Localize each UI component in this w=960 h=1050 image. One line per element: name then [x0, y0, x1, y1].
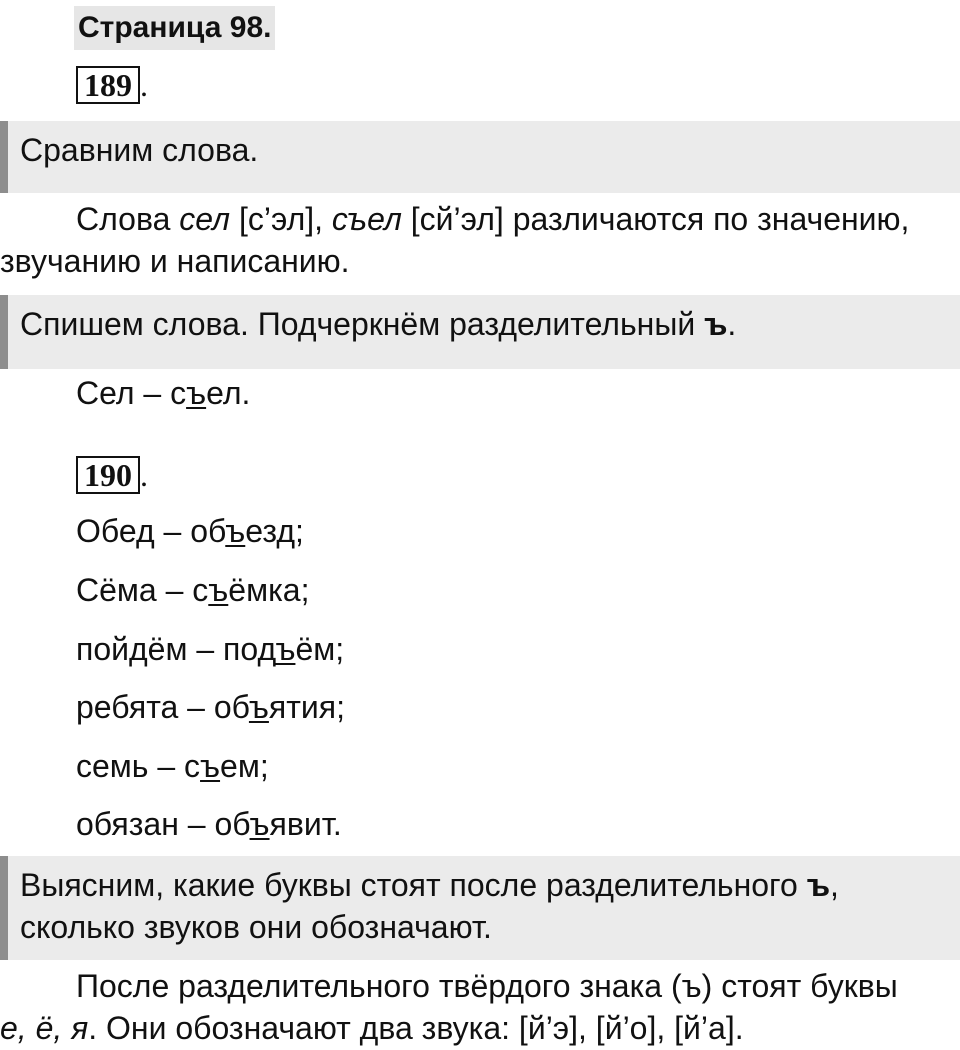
answer-find-letters [0, 965, 960, 1049]
answer-text: . Они обозначают два звука: [й’э], [й’о], [й’а]. [88, 1010, 744, 1047]
instruction-find-letters [0, 856, 960, 960]
underlined-hard-sign: ъ [248, 689, 269, 725]
word-part: езд; [245, 513, 304, 549]
underlined-hard-sign: ъ [186, 375, 207, 411]
task-number-box: 190 [76, 456, 140, 494]
page-title: Страница 98. [74, 6, 275, 50]
task-number-box: 189 [76, 66, 140, 104]
word-pair-2 [76, 569, 309, 611]
word-pair-1 [76, 510, 304, 552]
word-part: явит. [269, 806, 342, 842]
answer-word-pair [76, 372, 250, 414]
word-part: ребята – об [76, 689, 249, 725]
word-part: обязан – об [76, 806, 250, 842]
instruction-compare-words [0, 121, 960, 193]
task-number-dot: . [140, 67, 148, 103]
hard-sign-letter: ъ [806, 867, 831, 903]
instruction-text: сколько звуков они обозначают. [20, 909, 492, 946]
word-part: ём; [295, 631, 345, 667]
answer-text: [с’эл], [230, 201, 332, 237]
word-part: пойдём – под [76, 631, 276, 667]
word-part: Сел – с [76, 375, 187, 411]
instruction-text: Спишем слова. Подчеркнём разделительный [20, 306, 705, 342]
word-part: ёмка; [228, 572, 310, 608]
word-part: ем; [220, 748, 269, 784]
underlined-hard-sign: ъ [249, 806, 270, 842]
italic-letters: е, ё, я [0, 1010, 89, 1047]
italic-word: сел [179, 201, 231, 237]
answer-text: звучанию и написанию. [0, 243, 350, 280]
word-pair-6 [76, 803, 342, 845]
hard-sign-letter: ъ [704, 306, 728, 342]
answer-text: После разделительного твёрдого знака (ъ) стоят буквы [76, 968, 898, 1004]
instruction-copy-words [0, 295, 960, 369]
word-pair-4 [76, 686, 345, 728]
instruction-punct: . [727, 306, 737, 342]
task-number-189 [76, 66, 148, 104]
word-pair-3 [76, 628, 344, 670]
answer-compare-words [0, 198, 960, 282]
word-part: ятия; [268, 689, 345, 725]
italic-word: съел [331, 201, 402, 237]
answer-text: [сй’эл] различаются по значению, [401, 201, 910, 237]
answer-text: Слова [76, 201, 180, 237]
underlined-hard-sign: ъ [208, 572, 229, 608]
underlined-hard-sign: ъ [225, 513, 246, 549]
task-number-dot: . [140, 457, 148, 493]
instruction-text: Сравним слова. [20, 132, 259, 168]
word-pair-5 [76, 745, 269, 787]
task-number-190 [76, 456, 148, 494]
word-part: семь – с [76, 748, 201, 784]
word-part: Обед – об [76, 513, 226, 549]
instruction-text: Выясним, какие буквы стоят после разделительного [20, 867, 807, 903]
underlined-hard-sign: ъ [275, 631, 296, 667]
underlined-hard-sign: ъ [200, 748, 221, 784]
word-part: ел. [206, 375, 251, 411]
instruction-punct: , [830, 867, 839, 903]
word-part: Сёма – с [76, 572, 209, 608]
